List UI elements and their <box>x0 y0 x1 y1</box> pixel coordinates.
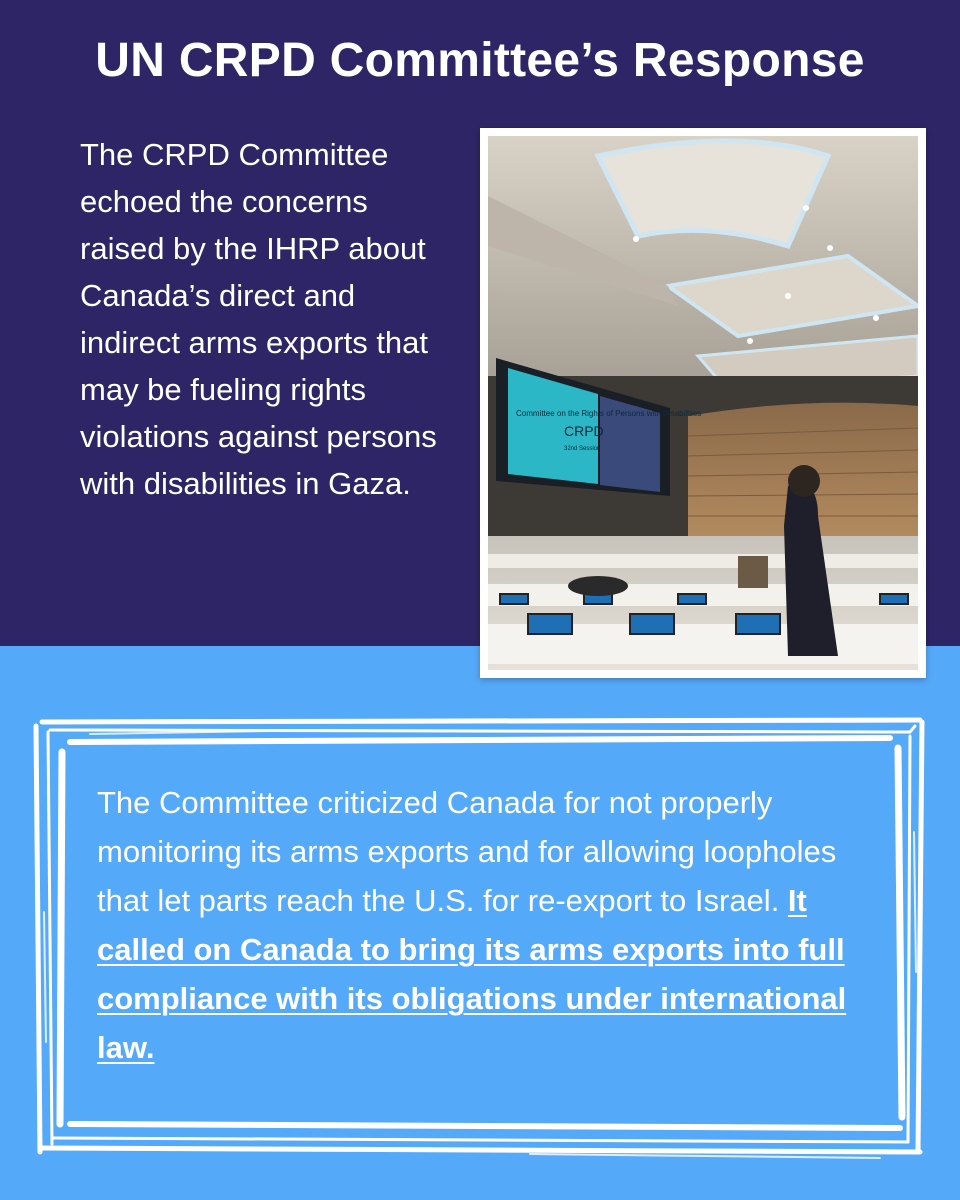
criticism-text: The Committee criticized Canada for not properly monitoring its arms exports and for allowing loopholes that let parts reach the U.S. for re-export to Israel. <box>97 785 837 918</box>
committee-criticism-paragraph <box>97 778 877 1072</box>
screen-title-text: Committee on the Rights of Persons with Disabilities <box>516 409 702 418</box>
page-title: UN CRPD Committee’s Response <box>95 34 865 87</box>
screen-session-text: 32nd Session <box>564 446 601 452</box>
committee-room-photo <box>480 128 926 678</box>
conference-room-image <box>488 136 918 670</box>
screen-label-text: CRPD <box>564 423 604 439</box>
intro-paragraph: The CRPD Committee echoed the concerns raised by the IHRP about Canada’s direct and indirect arms exports that may be fueling rights violations against persons with disabilities in Gaza. <box>80 137 437 501</box>
call-to-compliance-text: It called on Canada to bring its arms exports into full compliance with its obligations under international law. <box>97 883 847 1065</box>
